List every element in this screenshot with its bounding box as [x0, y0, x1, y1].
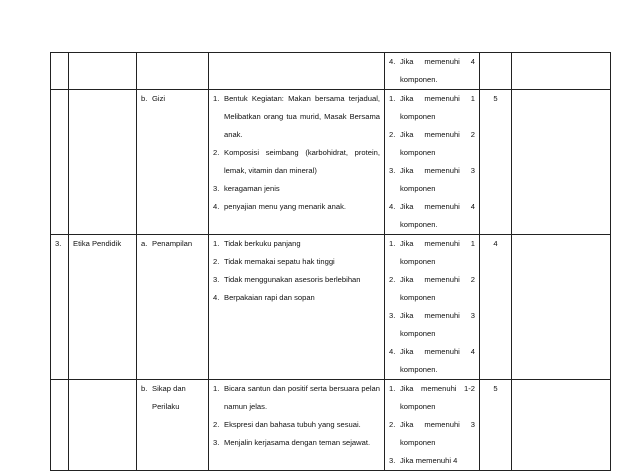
notes-cell [512, 90, 611, 235]
list-item: 1. Jika memenuhi 1 komponen [389, 94, 475, 121]
list-item: 2. Jika memenuhi 2 komponen [389, 130, 475, 157]
list-item: 4. Jika memenuhi 4 komponen. [389, 202, 475, 229]
notes-cell [512, 53, 611, 90]
list-item: 3. Jika memenuhi 3 komponen [389, 311, 475, 338]
list-item: 4. Jika memenuhi 4 komponen. [389, 57, 475, 84]
level-cell [385, 90, 480, 235]
notes-cell [512, 380, 611, 471]
score-cell [480, 53, 512, 90]
list-item: 3. keragaman jenis [213, 184, 280, 193]
criteria-list [213, 90, 380, 216]
criteria-cell [209, 380, 385, 471]
level-list [389, 90, 475, 234]
criteria-list [213, 235, 380, 307]
list-item: 1. Tidak berkuku panjang [213, 239, 301, 248]
list-item: 2. Jika memenuhi 2 komponen [389, 275, 475, 302]
aspect-cell [69, 53, 137, 90]
aspect-cell [69, 380, 137, 471]
criteria-cell [209, 53, 385, 90]
level-list [389, 235, 475, 379]
list-item: 2. Komposisi seimbang (karbohidrat, protein, lemak, vitamin dan mineral) [213, 148, 380, 175]
list-item: 4. penyajian menu yang menarik anak. [213, 202, 346, 211]
list-item: 2. Jika memenuhi 3 komponen [389, 420, 475, 447]
sub-aspect-cell: b. Gizi [137, 90, 209, 235]
list-item: 1. Bentuk Kegiatan: Makan bersama terjadual, Melibatkan orang tua murid, Masak Bersama anak. [213, 94, 380, 139]
list-item: 2. Ekspresi dan bahasa tubuh yang sesuai. [213, 420, 361, 429]
table-row [51, 380, 611, 471]
sub-aspect-cell: b. Sikap dan Perilaku [137, 380, 209, 471]
list-item: 4. Berpakaian rapi dan sopan [213, 293, 315, 302]
number-cell: 3. [51, 235, 69, 380]
list-item: 3. Tidak menggunakan asesoris berlebihan [213, 275, 361, 284]
list-item: 1. Jika memenuhi 1 komponen [389, 239, 475, 266]
score-cell: 4 [480, 235, 512, 380]
notes-cell [512, 235, 611, 380]
list-item: 1. Jika memenuhi 1-2 komponen [389, 384, 475, 411]
number-cell [51, 53, 69, 90]
level-list [389, 380, 475, 470]
table-row [51, 53, 611, 90]
table-row [51, 90, 611, 235]
sub-aspect-cell [137, 53, 209, 90]
criteria-cell [209, 235, 385, 380]
rubric-table [50, 52, 611, 471]
list-item: 2. Tidak memakai sepatu hak tinggi [213, 257, 335, 266]
aspect-cell: Etika Pendidik [69, 235, 137, 380]
number-cell [51, 380, 69, 471]
criteria-list [213, 380, 380, 452]
criteria-cell [209, 90, 385, 235]
table-row [51, 235, 611, 380]
list-item: 3. Jika memenuhi 3 komponen [389, 166, 475, 193]
level-cell [385, 53, 480, 90]
level-cell [385, 380, 480, 471]
score-cell: 5 [480, 380, 512, 471]
list-item: 3. Jika memenuhi 4 [389, 456, 458, 465]
list-item: 1. Bicara santun dan positif serta bersuara pelan namun jelas. [213, 384, 380, 411]
number-cell [51, 90, 69, 235]
aspect-cell [69, 90, 137, 235]
list-item: 4. Jika memenuhi 4 komponen. [389, 347, 475, 374]
level-list [389, 53, 475, 89]
level-cell [385, 235, 480, 380]
sub-aspect-cell: a. Penampilan [137, 235, 209, 380]
score-cell: 5 [480, 90, 512, 235]
list-item: 3. Menjalin kerjasama dengan teman sejawat. [213, 438, 371, 447]
